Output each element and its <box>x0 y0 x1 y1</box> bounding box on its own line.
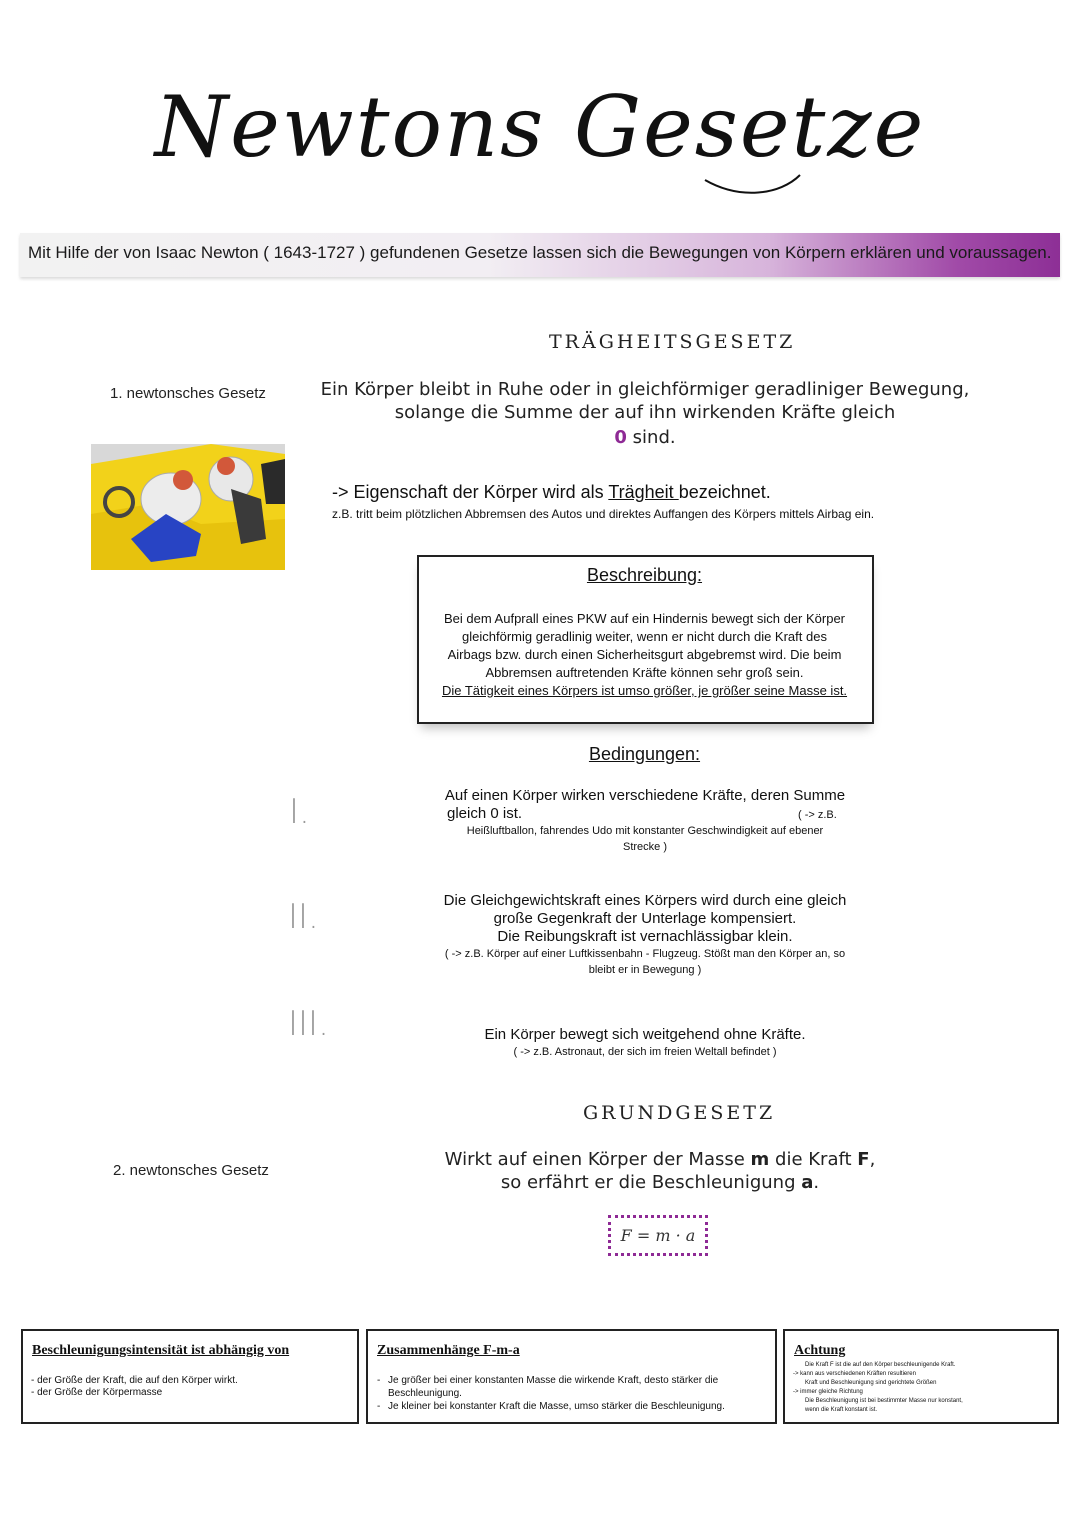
law1-label: 1. newtonsches Gesetz <box>110 385 266 402</box>
condition-hint: ( -> z.B. <box>798 809 837 821</box>
law2-statement <box>400 1148 920 1194</box>
property-term: Trägheit <box>608 482 679 502</box>
relations-line-1: Je größer bei einer konstanten Masse die wirkende Kraft, desto stärker die <box>388 1375 719 1386</box>
conditions-title: Bedingungen: <box>588 744 701 764</box>
condition-item <box>420 1026 870 1060</box>
relations-line <box>388 1374 768 1400</box>
condition-line: Die Gleichgewichtskraft eines Körpers wird durch eine gleich <box>443 892 847 909</box>
relations-line-1b: Beschleunigung. <box>388 1388 462 1399</box>
dependency-line: - der Größe der Körpermasse <box>31 1387 163 1398</box>
property-statement <box>332 482 771 503</box>
attention-box-title: Achtung <box>794 1343 846 1358</box>
property-suffix: bezeichnet. <box>678 482 771 502</box>
attention-box <box>783 1329 1059 1424</box>
condition-numeral: II. <box>288 897 319 937</box>
relations-box <box>366 1329 777 1424</box>
attention-lines <box>793 1361 963 1415</box>
law2-text: . <box>813 1172 820 1193</box>
law1-line3-rest: sind. <box>626 427 676 448</box>
attention-line: -> immer gleiche Richtung <box>793 1389 863 1395</box>
condition-small: bleibt er in Bewegung ) <box>588 964 702 976</box>
law2-label: 2. newtonsches Gesetz <box>113 1162 269 1179</box>
description-line: gleichförmig geradlinig weiter, wenn er nicht durch die Kraft des <box>462 629 827 644</box>
description-line: Bei dem Aufprall eines PKW auf ein Hindernis bewegt sich der Körper <box>443 611 846 626</box>
page-title: Newtons Gesetze <box>154 78 926 176</box>
description-line: Airbags bzw. durch einen Sicherheitsgurt abgebremst wird. Die beim <box>447 647 842 662</box>
law2-text: die Kraft <box>769 1149 858 1170</box>
condition-line: Ein Körper bewegt sich weitgehend ohne Kräfte. <box>484 1026 806 1043</box>
zero-value: 0 <box>614 427 627 448</box>
description-body <box>424 610 865 700</box>
formula-box: F = m · a <box>608 1215 708 1256</box>
law1-line2: solange die Summe der auf ihn wirkenden Kräfte gleich <box>394 402 896 423</box>
property-prefix: -> Eigenschaft der Körper wird als <box>332 482 609 502</box>
condition-small: ( -> z.B. Astronaut, der sich im freien Weltall befindet ) <box>513 1046 777 1058</box>
title-swash-decoration <box>700 150 810 200</box>
dependency-line: - der Größe der Kraft, die auf den Körper wirkt. <box>31 1375 238 1386</box>
relations-line-2: Je kleiner bei konstanter Kraft die Masse, umso stärker die Beschleunigung. <box>388 1401 725 1412</box>
condition-line: Auf einen Körper wirken verschiedene Kräfte, deren Summe <box>444 787 846 804</box>
law1-heading: TRÄGHEITSGESETZ <box>549 331 796 353</box>
description-line: Die Tätigkeit eines Körpers ist umso größer, je größer seine Masse ist. <box>441 683 848 698</box>
attention-line: -> kann aus verschiedenen Kräften resultieren <box>793 1371 916 1377</box>
description-title: Beschreibung: <box>586 565 703 585</box>
attention-line: Kraft und Beschleunigung sind gerichtete Größen <box>805 1380 937 1386</box>
dependency-box <box>21 1329 359 1424</box>
law2-text: , <box>869 1149 876 1170</box>
law1-line1: Ein Körper bleibt in Ruhe oder in gleichförmiger geradliniger Bewegung, <box>320 379 970 400</box>
condition-small: ( -> z.B. Körper auf einer Luftkissenbahn - Flugzeug. Stößt man den Körper an, so <box>444 948 846 960</box>
intro-text: Mit Hilfe der von Isaac Newton ( 1643-1727 ) gefundenen Gesetze lassen sich die Bewegungen von Körpern erklären und voraussagen. <box>28 243 1052 262</box>
condition-line <box>420 805 870 823</box>
description-line: Abbremsen auftretenden Kräfte können sehr groß sein. <box>485 665 804 680</box>
airbag-illustration <box>91 444 285 570</box>
condition-line2: gleich 0 ist. <box>447 805 523 822</box>
attention-line: Die Kraft F ist die auf den Körper beschleunigende Kraft. <box>805 1362 956 1368</box>
condition-small: Heißluftballon, fahrendes Udo mit konstanter Geschwindigkeit auf ebener <box>466 825 824 837</box>
law2-line2 <box>400 1171 920 1194</box>
relations-box-title: Zusammenhänge F-m-a <box>377 1343 520 1358</box>
condition-numeral: III. <box>288 1004 329 1044</box>
condition-small: Strecke ) <box>622 841 667 853</box>
law2-heading: GRUNDGESETZ <box>583 1102 776 1124</box>
condition-numeral: I. <box>289 792 310 832</box>
attention-line: Die Beschleunigung ist bei bestimmter Masse nur konstant, <box>805 1398 963 1404</box>
condition-line: große Gegenkraft der Unterlage kompensiert. <box>493 910 797 927</box>
law2-line1 <box>400 1148 920 1171</box>
condition-item <box>420 787 870 855</box>
condition-line: Die Reibungskraft ist vernachlässigbar klein. <box>497 928 793 945</box>
force-symbol: F <box>857 1149 870 1170</box>
attention-line: wenn die Kraft konstant ist. <box>805 1407 878 1413</box>
law1-statement <box>310 378 980 449</box>
mass-symbol: m <box>750 1149 770 1170</box>
law2-text: so erfährt er die Beschleunigung <box>500 1172 802 1193</box>
acceleration-symbol: a <box>801 1172 814 1193</box>
condition-item <box>400 892 890 978</box>
bullet-dash: - <box>377 1375 381 1386</box>
law1-line3 <box>310 426 980 449</box>
dependency-box-title: Beschleunigungsintensität ist abhängig von <box>32 1343 290 1358</box>
property-example: z.B. tritt beim plötzlichen Abbremsen des Autos und direktes Auffangen des Körpers mittels Airbag ein. <box>332 507 875 521</box>
bullet-dash: - <box>377 1401 381 1412</box>
law2-text: Wirkt auf einen Körper der Masse <box>444 1149 751 1170</box>
